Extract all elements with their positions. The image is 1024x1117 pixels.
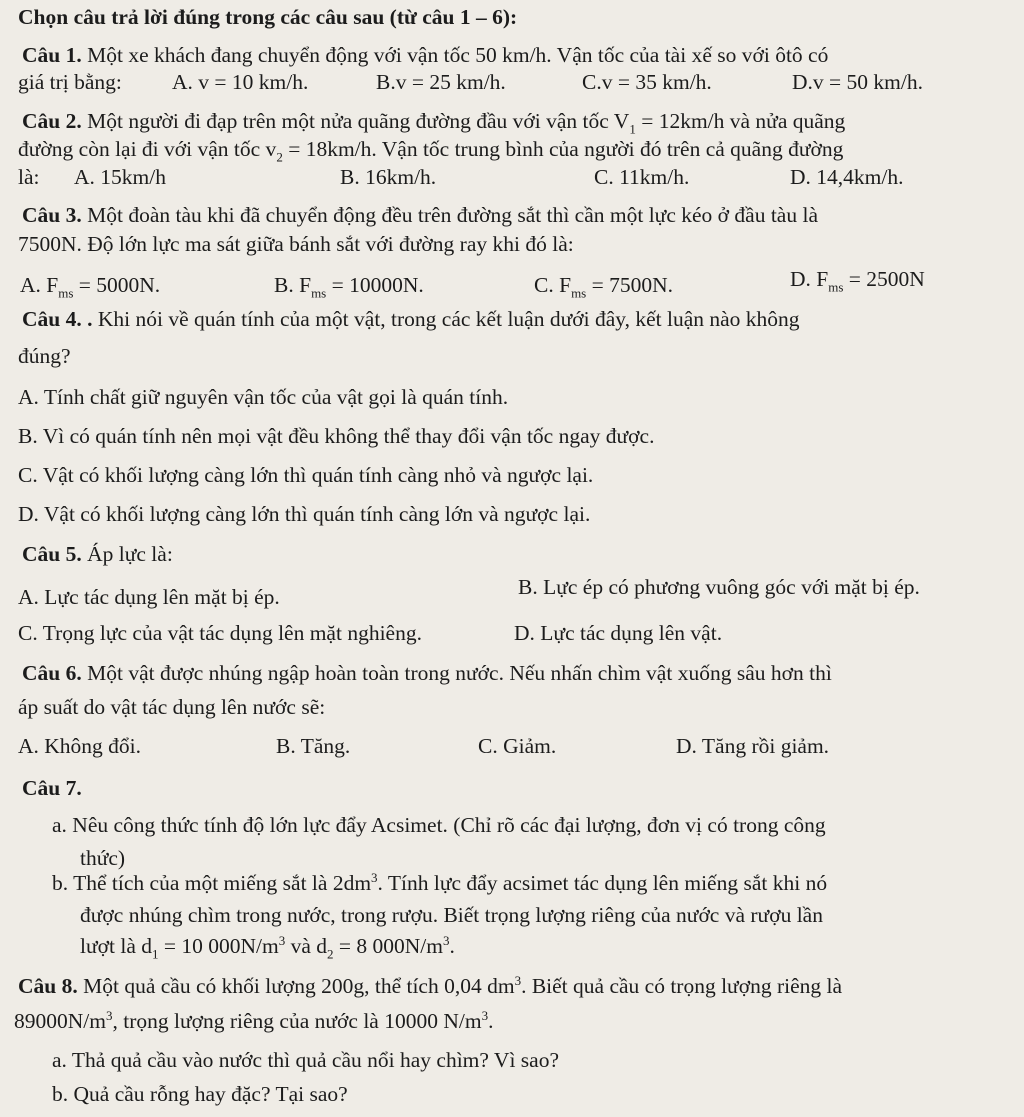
q7b-l3-sub1: 1 <box>152 946 159 962</box>
question-7b-line-3 <box>80 932 455 962</box>
question-6-label: Câu 6. <box>22 661 82 685</box>
question-7-label: Câu 7. <box>22 776 82 800</box>
question-1-line-2: giá trị bằng: <box>18 70 122 94</box>
question-4-option-c[interactable]: C. Vật có khối lượng càng lớn thì quán tính càng nhỏ và ngược lại. <box>18 463 594 487</box>
question-2-option-b[interactable]: B. 16km/h. <box>340 165 437 189</box>
q7b-l3-d: = 8 000N/m <box>333 934 444 958</box>
question-3-option-b[interactable] <box>274 272 424 301</box>
question-5-text: Áp lực là: <box>81 542 173 566</box>
q7b-sup: 3 <box>371 869 378 885</box>
question-3-text: Một đoàn tàu khi đã chuyển động đều trên đường sắt thì cần một lực kéo ở đầu tàu là <box>81 203 818 227</box>
question-5-option-d[interactable]: D. Lực tác dụng lên vật. <box>514 621 723 645</box>
question-1-option-d[interactable]: D.v = 50 km/h. <box>792 70 923 94</box>
question-7a-line-1: a. Nêu công thức tính độ lớn lực đẩy Acsimet. (Chỉ rõ các đại lượng, đơn vị có trong công <box>52 813 826 837</box>
question-6-line-2: áp suất do vật tác dụng lên nước sẽ: <box>18 695 326 719</box>
question-1-text: Một xe khách đang chuyển động với vận tốc 50 km/h. Vận tốc của tài xế so với ôtô có <box>81 43 829 67</box>
question-4-line-1 <box>22 306 800 332</box>
q7b-l3-sup1: 3 <box>278 932 286 948</box>
question-2-text-a: Một người đi đạp trên một nửa quãng đường đầu với vận tốc V <box>81 109 630 133</box>
question-1-option-b[interactable]: B.v = 25 km/h. <box>376 70 506 94</box>
question-3-option-a[interactable] <box>20 272 161 301</box>
question-2-line-3: là: <box>18 165 40 189</box>
question-2-line-2 <box>18 136 844 165</box>
option-a-value: = 5000N. <box>73 273 161 297</box>
question-8-label: Câu 8. <box>18 974 78 998</box>
question-3-line-2: 7500N. Độ lớn lực ma sát giữa bánh sắt với đường ray khi đó là: <box>18 232 574 256</box>
question-2-option-d[interactable]: D. 14,4km/h. <box>790 165 904 189</box>
q8-sup: 3 <box>514 972 522 988</box>
question-2-sub-1: 1 <box>629 121 636 137</box>
q8-l2-sup1: 3 <box>105 1007 113 1023</box>
q7b-l3-sub2: 2 <box>327 946 334 962</box>
question-2-text-c: đường còn lại đi với vận tốc v <box>18 137 277 161</box>
question-1-label: Câu 1. <box>22 43 82 67</box>
option-c-prefix: C. F <box>534 273 572 297</box>
question-6-option-b[interactable]: B. Tăng. <box>276 734 351 758</box>
question-8-line-1 <box>18 973 842 999</box>
option-c-sub: ms <box>571 285 587 301</box>
question-5-option-a[interactable]: A. Lực tác dụng lên mặt bị ép. <box>18 585 280 609</box>
question-8-line-2 <box>14 1008 493 1034</box>
question-1-option-c[interactable]: C.v = 35 km/h. <box>582 70 712 94</box>
question-2-text-d: = 18km/h. Vận tốc trung bình của người đó trên cả quãng đường <box>282 137 844 161</box>
question-2-text-b: = 12km/h và nửa quãng <box>635 109 846 133</box>
q8-l2-b: , trọng lượng riêng của nước là 10000 N/m <box>112 1009 482 1033</box>
question-2-option-a[interactable]: A. 15km/h <box>74 165 166 189</box>
q8-text-a: Một quả cầu có khối lượng 200g, thể tích 0,04 dm <box>77 974 515 998</box>
q7b-text-b: . Tính lực đẩy acsimet tác dụng lên miếng sắt khi nó <box>377 871 828 895</box>
option-d-value: = 2500N <box>843 267 925 291</box>
q7b-l3-sup2: 3 <box>443 932 450 948</box>
option-d-sub: ms <box>828 279 844 295</box>
question-5-option-b[interactable]: B. Lực ép có phương vuông góc với mặt bị ép. <box>518 575 920 599</box>
question-1-option-a[interactable]: A. v = 10 km/h. <box>172 70 309 94</box>
question-2-sub-2: 2 <box>276 149 283 165</box>
q8-l2-c: . <box>488 1009 494 1033</box>
question-4-label: Câu 4. . <box>22 307 93 331</box>
question-6-option-c[interactable]: C. Giảm. <box>478 734 557 758</box>
q7b-l3-b: = 10 000N/m <box>158 934 279 958</box>
question-6-option-d[interactable]: D. Tăng rồi giảm. <box>676 734 830 758</box>
q8-l2-a: 89000N/m <box>14 1009 106 1033</box>
question-3-line-1 <box>22 202 818 228</box>
question-5-label: Câu 5. <box>22 542 82 566</box>
question-4-option-d[interactable]: D. Vật có khối lượng càng lớn thì quán tính càng lớn và ngược lại. <box>18 502 591 526</box>
question-6-text: Một vật được nhúng ngập hoàn toàn trong nước. Nếu nhấn chìm vật xuống sâu hơn thì <box>81 661 832 685</box>
question-2-label: Câu 2. <box>22 109 82 133</box>
question-4-option-a[interactable]: A. Tính chất giữ nguyên vận tốc của vật gọi là quán tính. <box>18 385 509 409</box>
option-d-prefix: D. F <box>790 267 829 291</box>
question-3-option-d[interactable] <box>790 266 925 295</box>
question-3-option-c[interactable] <box>534 272 674 301</box>
option-c-value: = 7500N. <box>586 273 674 297</box>
question-1-line-1 <box>22 42 828 68</box>
question-8a: a. Thả quả cầu vào nước thì quả cầu nổi hay chìm? Vì sao? <box>52 1048 560 1072</box>
q7b-l3-a: lượt là d <box>80 934 152 958</box>
question-7b-line-1 <box>52 870 827 896</box>
option-b-value: = 10000N. <box>326 273 424 297</box>
question-4-text: Khi nói về quán tính của một vật, trong các kết luận dưới đây, kết luận nào không <box>92 307 800 331</box>
q8-l2-sup2: 3 <box>481 1007 489 1023</box>
q8-text-b: . Biết quả cầu có trọng lượng riêng là <box>521 974 843 998</box>
question-6-line-1 <box>22 660 832 686</box>
exam-heading: Chọn câu trả lời đúng trong các câu sau (từ câu 1 – 6): <box>18 5 518 29</box>
question-6-option-a[interactable]: A. Không đổi. <box>18 734 142 758</box>
question-5-option-c[interactable]: C. Trọng lực của vật tác dụng lên mặt nghiêng. <box>18 621 422 645</box>
question-2-option-c[interactable]: C. 11km/h. <box>594 165 690 189</box>
option-b-sub: ms <box>311 285 327 301</box>
question-2-line-1 <box>22 108 846 137</box>
option-a-prefix: A. F <box>20 273 59 297</box>
q7b-l3-e: . <box>449 934 455 958</box>
question-7a-line-2: thức) <box>80 846 126 870</box>
question-7b-line-2: được nhúng chìm trong nước, trong rượu. Biết trọng lượng riêng của nước và rượu lần <box>80 903 823 927</box>
question-4-option-b[interactable]: B. Vì có quán tính nên mọi vật đều không thể thay đổi vận tốc ngay được. <box>18 424 655 448</box>
q7b-text-a: b. Thể tích của một miếng sắt là 2dm <box>52 871 372 895</box>
option-a-sub: ms <box>58 285 74 301</box>
question-8b: b. Quả cầu rỗng hay đặc? Tại sao? <box>52 1082 348 1106</box>
q7b-l3-c: và d <box>285 934 328 958</box>
question-4-line-2: đúng? <box>18 344 71 368</box>
option-b-prefix: B. F <box>274 273 312 297</box>
question-5-line-1 <box>22 541 173 567</box>
question-3-label: Câu 3. <box>22 203 82 227</box>
